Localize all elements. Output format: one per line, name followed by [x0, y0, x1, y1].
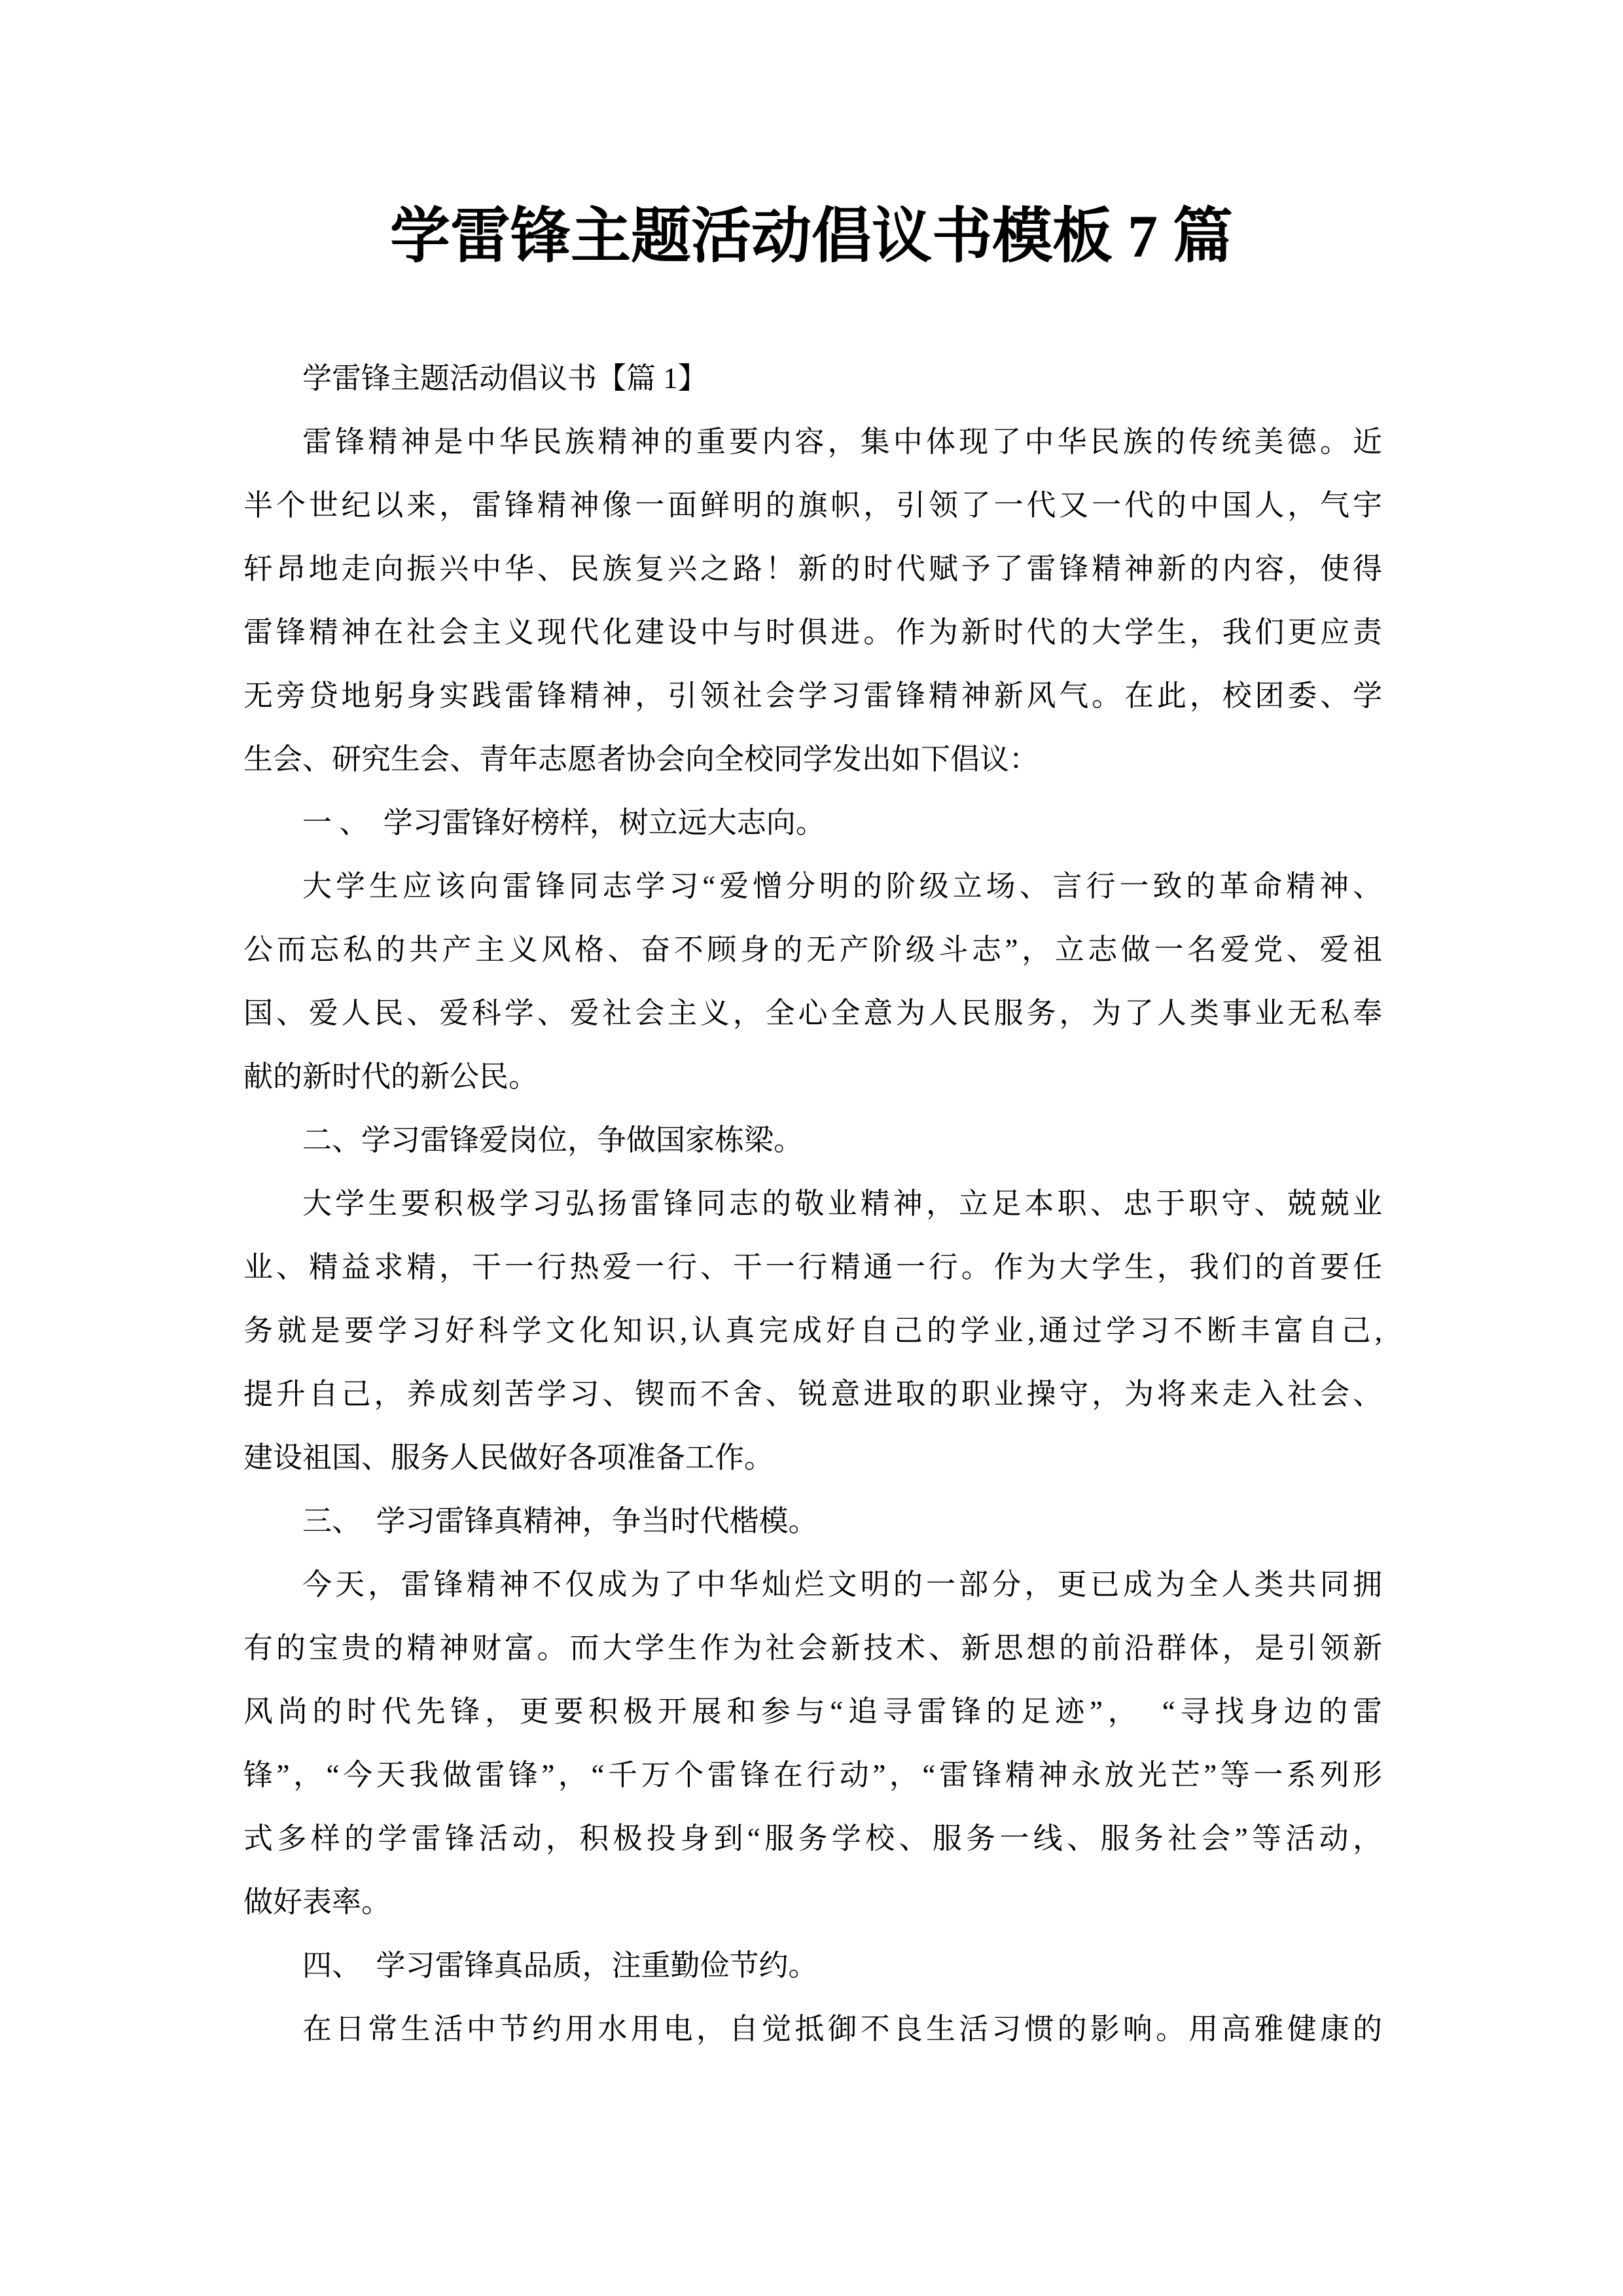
text-line: 学雷锋主题活动倡议书【篇 1】	[302, 362, 707, 395]
text-line: 做好表率。	[243, 1886, 391, 1918]
text-line: 大学生应该向雷锋同志学习“爱憎分明的阶级立场、言行一致的革命精神、	[302, 870, 1382, 903]
text-line: 公而忘私的共产主义风格、奋不顾身的无产阶级斗志”，立志做一名爱党、爱祖	[243, 933, 1382, 966]
paragraph-intro	[243, 410, 1382, 791]
text-line: 一 、 学习雷锋好榜样，树立远大志向。	[302, 806, 825, 839]
text-line: 式多样的学雷锋活动，积极投身到“服务学校、服务一线、服务社会”等活动，	[243, 1822, 1382, 1855]
text-line: 轩昂地走向振兴中华、民族复兴之路！新的时代赋予了雷锋精神新的内容，使得	[243, 552, 1382, 585]
text-line: 建设祖国、服务人民做好各项准备工作。	[243, 1441, 774, 1474]
paragraph-section-2	[243, 1172, 1382, 1490]
text-line: 务就是要学习好科学文化知识,认真完成好自己的学业,通过学习不断丰富自己,	[243, 1314, 1382, 1347]
paragraph-section-1	[243, 855, 1382, 1109]
text-line: 半个世纪以来，雷锋精神像一面鲜明的旗帜，引领了一代又一代的中国人，气宇	[243, 489, 1382, 522]
document-body	[243, 347, 1382, 2061]
text-line: 国、爱人民、爱科学、爱社会主义，全心全意为人民服务，为了人类事业无私奉	[243, 997, 1382, 1030]
text-line: 大学生要积极学习弘扬雷锋同志的敬业精神，立足本职、忠于职守、兢兢业	[302, 1187, 1382, 1220]
text-line: 二、学习雷锋爱岗位，争做国家栋梁。	[302, 1124, 804, 1157]
text-line: 业、精益求精，干一行热爱一行、干一行精通一行。作为大学生，我们的首要任	[243, 1251, 1382, 1283]
text-line: 献的新时代的新公民。	[243, 1060, 539, 1093]
text-line: 雷锋精神在社会主义现代化建设中与时俱进。作为新时代的大学生，我们更应责	[243, 616, 1382, 649]
paragraph-section-4	[243, 1998, 1382, 2061]
text-line: 无旁贷地躬身实践雷锋精神，引领社会学习雷锋精神新风气。在此，校团委、学	[243, 679, 1382, 712]
text-line: 在日常生活中节约用水用电，自觉抵御不良生活习惯的影响。用高雅健康的	[302, 2013, 1382, 2045]
text-line: 今天，雷锋精神不仅成为了中华灿烂文明的一部分，更已成为全人类共同拥	[302, 1568, 1382, 1601]
paragraph-subtitle	[243, 347, 1382, 410]
paragraph-heading-3	[243, 1490, 1382, 1553]
text-line: 四、 学习雷锋真品质，注重勤俭节约。	[302, 1949, 818, 1982]
text-line: 雷锋精神是中华民族精神的重要内容，集中体现了中华民族的传统美德。近	[302, 425, 1382, 458]
text-line: 有的宝贵的精神财富。而大学生作为社会新技术、新思想的前沿群体，是引领新	[243, 1632, 1382, 1664]
text-line: 生会、研究生会、青年志愿者协会向全校同学发出如下倡议：	[243, 743, 1039, 776]
paragraph-heading-2	[243, 1109, 1382, 1172]
paragraph-section-3	[243, 1553, 1382, 1934]
document-title: 学雷锋主题活动倡议书模板 7 篇	[389, 203, 1233, 270]
paragraph-heading-4	[243, 1934, 1382, 1998]
text-line: 风尚的时代先锋，更要积极开展和参与“追寻雷锋的足迹”， “寻找身边的雷	[243, 1695, 1382, 1728]
text-line: 锋”，“今天我做雷锋”，“千万个雷锋在行动”，“雷锋精神永放光芒”等一系列形	[243, 1759, 1382, 1791]
paragraph-heading-1	[243, 791, 1382, 855]
text-line: 三、 学习雷锋真精神，争当时代楷模。	[302, 1505, 818, 1537]
text-line: 提升自己，养成刻苦学习、锲而不舍、锐意进取的职业操守，为将来走入社会、	[243, 1378, 1382, 1410]
